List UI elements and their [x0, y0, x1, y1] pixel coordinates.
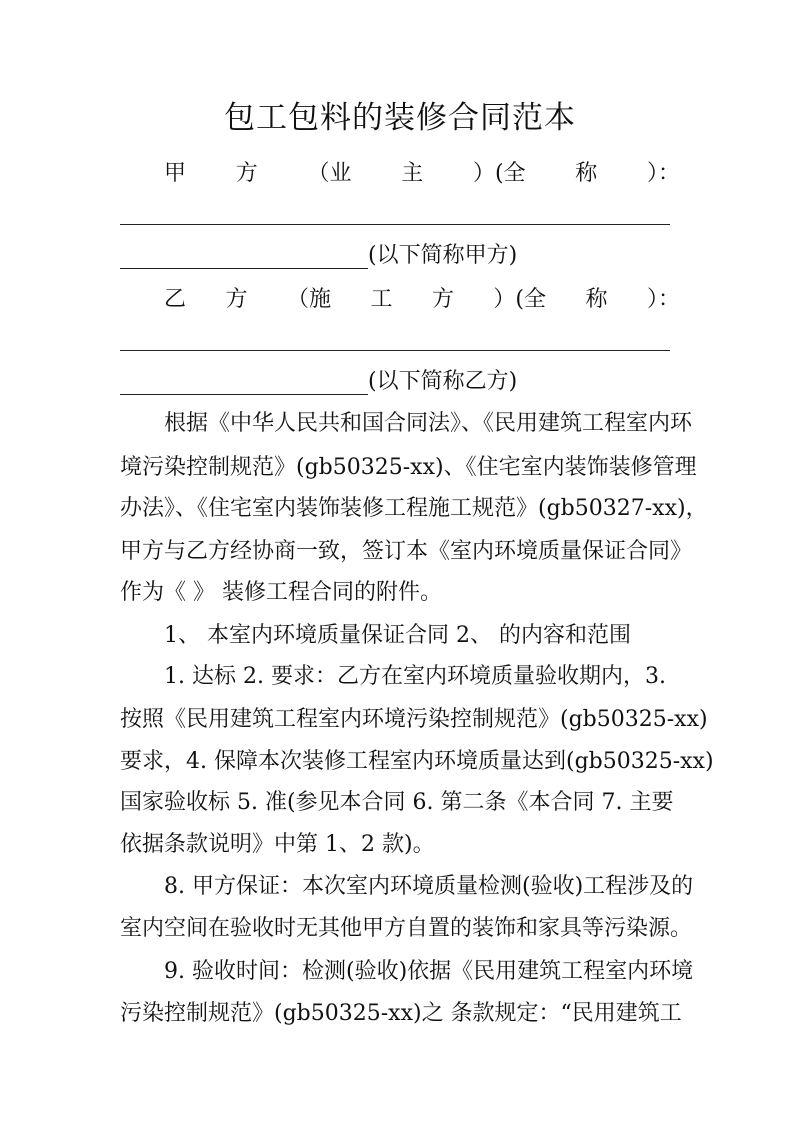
party-b-name-blank-line: [120, 350, 670, 351]
party-a-heading-char: ）：: [646, 161, 680, 186]
party-b-heading-char: 工: [370, 287, 393, 312]
party-b-heading-char: ）：: [646, 287, 680, 312]
party-b-heading-char: 乙: [164, 287, 187, 312]
party-a-heading-char: 方: [235, 161, 258, 186]
party-b-heading-char: 方: [225, 287, 248, 312]
party-a-heading-char: 主: [401, 161, 424, 186]
party-a-name-blank-line: [120, 224, 670, 225]
party-b-heading-char: （施: [286, 287, 331, 312]
party-a-heading-char: 甲: [164, 161, 187, 186]
party-b-heading-char: ）(全: [493, 287, 547, 312]
body-line: 1、 本室内环境质量保证合同 2、 的内容和范围: [120, 623, 631, 648]
body-line: 按照《民用建筑工程室内环境污染控制规范》(gb50325-xx): [120, 707, 708, 732]
body-line: 国家验收标 5. 准(参见本合同 6. 第二条《本合同 7. 主要: [120, 790, 674, 815]
body-line: 要求，4. 保障本次装修工程室内环境质量达到(gb50325-xx): [120, 749, 714, 774]
party-a-suffix: (以下简称甲方): [368, 243, 518, 268]
body-line: 境污染控制规范》(gb50325-xx)、《住宅室内装饰装修管理: [120, 455, 697, 480]
party-b-heading: [120, 284, 680, 316]
party-a-heading: [120, 158, 680, 190]
document-title: 包工包料的装修合同范本: [224, 100, 576, 136]
party-a-heading-char: 称: [575, 161, 598, 186]
body-line: 污染控制规范》(gb50325-xx)之 条款规定：“民用建筑工: [120, 1001, 682, 1026]
body-line: 8. 甲方保证：本次室内环境质量检测(验收)工程涉及的: [120, 874, 694, 899]
party-b-suffix: (以下简称乙方): [368, 369, 518, 394]
party-b-heading-char: 方: [431, 287, 454, 312]
body-line: 1. 达标 2. 要求：乙方在室内环境质量验收期内，3.: [120, 664, 666, 689]
body-line: 根据《中华人民共和国合同法》、《民用建筑工程室内环: [120, 411, 693, 436]
body-line: 甲方与乙方经协商一致，签订本《室内环境质量保证合同》: [120, 539, 693, 564]
party-b-short-blank-line: [120, 394, 368, 395]
body-line: 室内空间在验收时无其他甲方自置的装饰和家具等污染源。: [120, 916, 693, 941]
body-line: 9. 验收时间：检测(验收)依据《民用建筑工程室内环境: [120, 959, 694, 984]
body-line: 作为《 》 装修工程合同的附件。: [120, 580, 442, 605]
party-b-heading-char: 称: [585, 287, 608, 312]
body-line: 依据条款说明》中第 1、2 款)。: [120, 832, 435, 857]
body-line: 办法》、《住宅室内装饰装修工程施工规范》(gb50327-xx)，: [120, 496, 708, 521]
party-a-heading-char: （业: [307, 161, 352, 186]
party-a-short-blank-line: [120, 268, 368, 269]
party-a-heading-char: ）(全: [472, 161, 526, 186]
